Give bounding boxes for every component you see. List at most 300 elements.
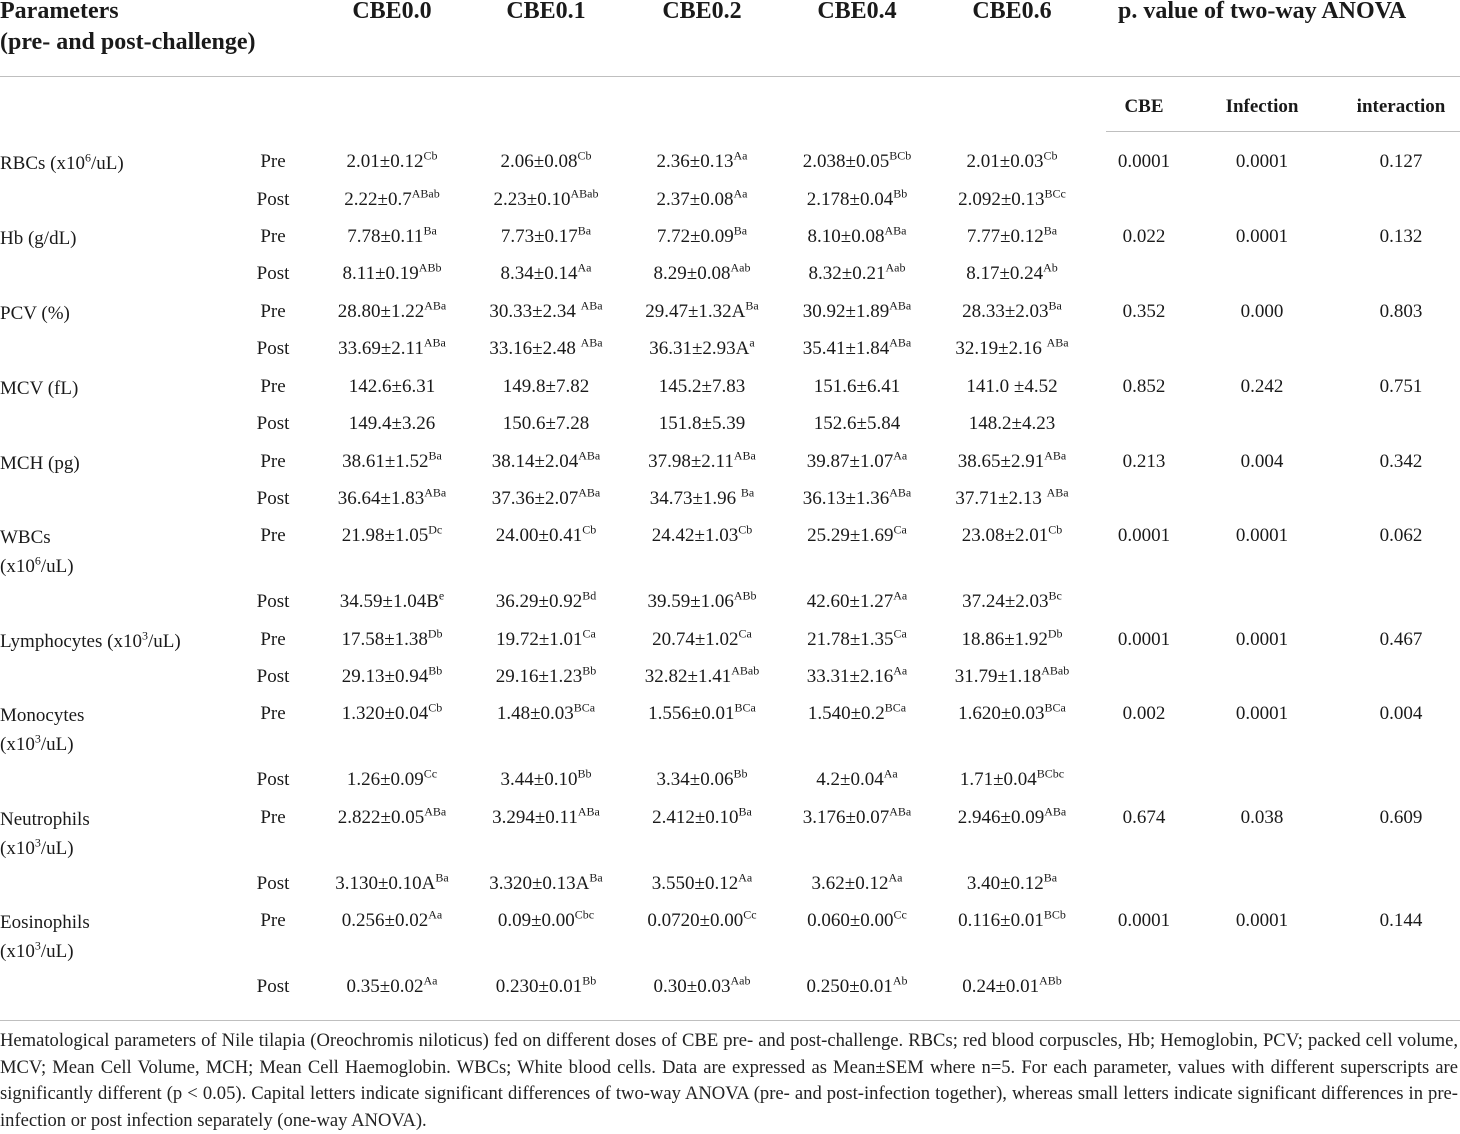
post-cell-CBE04 [803,486,911,512]
pre-cell-CBE01-superscript: BCa [573,700,596,715]
parameter-name-line1-text: RBCs (x10 [0,153,85,174]
pvalue-infection: 0.004 [1240,451,1284,472]
post-cell-CBE06-value: 3.40±0.12 [966,873,1044,894]
post-cell-CBE01 [489,871,603,897]
pre-cell-CBE01-superscript: Cb [582,522,597,537]
pvalue-cbe: 0.352 [1122,301,1166,322]
post-cell-CBE04-superscript: Aa [893,588,908,603]
parameter-name-line1-text: WBCs [0,527,51,548]
post-cell-CBE00-superscript: e [438,588,445,603]
post-cell-CBE04-value: 36.13±1.36 [802,488,890,509]
post-cell-CBE02 [654,974,751,1000]
post-cell-CBE01-superscript: Bb [582,973,597,988]
pre-cell-CBE00 [347,149,438,175]
post-cell-CBE01-value: 3.44±0.10 [500,769,578,790]
pvalue-infection: 0.0001 [1235,151,1289,172]
pre-cell-CBE04-value: 30.92±1.89 [802,301,890,322]
pre-cell-CBE04-superscript: Cc [893,907,907,922]
post-cell-CBE04-value: 42.60±1.27 [806,591,894,612]
pre-cell-CBE00-superscript: ABa [424,298,447,313]
pre-cell-CBE00-value: 142.6±6.31 [348,376,436,397]
post-cell-CBE06-superscript: Ba [1043,870,1058,885]
pvalue-infection: 0.038 [1240,807,1284,828]
pre-cell-CBE04-value: 1.540±0.2 [807,703,885,724]
pre-cell-CBE00-value: 2.822±0.05 [337,807,425,828]
post-cell-CBE04 [807,187,907,213]
group-header-cbe01: CBE0.1 [506,0,586,24]
pre-cell-CBE00-value: 21.98±1.05 [341,525,429,546]
pre-cell-CBE02-value: 24.42±1.03 [651,525,739,546]
pre-cell-CBE01 [501,149,592,175]
pre-cell-CBE00-superscript: Cb [423,148,438,163]
pre-cell-CBE00-superscript: Ba [428,448,442,463]
pre-cell-CBE02 [652,805,752,831]
pvalue-cbe: 0.0001 [1117,910,1171,931]
pre-cell-CBE04 [807,449,907,475]
parameter-name-line2-unit: /uL) [40,734,74,755]
parameter-name-line1-text: MCH (pg) [0,453,80,474]
post-cell-CBE06-superscript: BCc [1044,186,1066,201]
post-cell-CBE02-superscript: Aa [738,870,753,885]
parameter-name-wbcs [0,523,74,581]
pre-cell-CBE00 [349,374,435,400]
pre-cell-CBE06-superscript: Ba [1043,223,1058,238]
post-label: Post [256,413,290,434]
pre-cell-CBE02 [652,627,752,653]
pre-cell-CBE02-value: 7.72±0.09 [656,226,734,247]
post-cell-CBE01 [496,589,596,615]
post-cell-CBE04-superscript: ABa [889,335,912,350]
post-cell-CBE01-value: 3.320±0.13A [489,873,590,894]
parameter-name-line1 [0,523,74,552]
parameter-name-eosinophils [0,908,90,966]
post-cell-CBE04-superscript: Bb [893,186,908,201]
pre-cell-CBE01-value: 7.73±0.17 [500,226,578,247]
parameter-name-line1 [0,701,84,730]
post-cell-CBE04 [803,336,911,362]
post-cell-CBE02 [654,261,751,287]
post-cell-CBE02-value: 39.59±1.06 [647,591,734,612]
pre-cell-CBE01-value: 1.48±0.03 [496,703,574,724]
post-cell-CBE04 [806,974,907,1000]
post-cell-CBE02-superscript: Aa [733,186,748,201]
pre-label: Pre [260,910,286,931]
post-cell-CBE06-superscript: BCbc [1036,766,1065,781]
pre-cell-CBE06 [967,224,1057,250]
parameter-name-mch-pg [0,449,80,478]
pre-cell-CBE04-value: 3.176±0.07 [802,807,890,828]
pre-cell-CBE04-superscript: BCa [884,700,907,715]
parameter-name-rbcs-x10 [0,149,124,178]
post-cell-CBE04-value: 33.31±2.16 [806,666,894,687]
post-cell-CBE02-superscript: a [749,335,755,350]
post-cell-CBE00-superscript: ABa [424,485,447,500]
post-cell-CBE00-value: 1.26±0.09 [346,769,424,790]
pvalue-col-infection: Infection [1225,96,1299,117]
pre-cell-CBE04-superscript: Ca [893,626,907,641]
post-cell-CBE04 [807,589,907,615]
pre-cell-CBE06-superscript: BCa [1044,700,1066,715]
parameter-name-line1-text: Eosinophils [0,912,90,933]
post-cell-CBE02-value: 3.34±0.06 [656,769,734,790]
pvalue-interaction: 0.751 [1379,376,1423,397]
post-cell-CBE00-value: 34.59±1.04B [339,591,439,612]
post-cell-CBE00-value: 3.130±0.10A [335,873,436,894]
pre-cell-CBE01-superscript: ABa [577,804,600,819]
post-cell-CBE04-value: 3.62±0.12 [811,873,889,894]
pre-cell-CBE06-superscript: Cb [1048,522,1063,537]
pre-cell-CBE01 [492,805,600,831]
pre-cell-CBE00-value: 17.58±1.38 [341,629,428,650]
pre-cell-CBE00-value: 38.61±1.52 [342,451,429,472]
post-cell-CBE02-superscript: ABb [733,588,757,603]
post-cell-CBE06 [955,336,1068,362]
pre-cell-CBE06-value: 18.86±1.92 [961,629,1048,650]
parameter-name-pcv [0,299,70,328]
post-cell-CBE00-value: 0.35±0.02 [346,976,424,997]
pre-cell-CBE06 [961,627,1062,653]
post-cell-CBE04-superscript: Aa [888,870,903,885]
post-cell-CBE00-value: 2.22±0.7 [344,189,412,210]
pvalue-infection: 0.000 [1240,301,1284,322]
post-cell-CBE04-value: 8.32±0.21 [808,263,886,284]
pre-label: Pre [260,525,286,546]
pre-cell-CBE04-value: 25.29±1.69 [807,525,894,546]
pre-cell-CBE02-value: 20.74±1.02 [652,629,739,650]
pre-cell-CBE04-superscript: ABa [884,223,907,238]
pre-cell-CBE00-value: 1.320±0.04 [341,703,429,724]
pre-cell-CBE01 [503,374,589,400]
group-header-cbe04: CBE0.4 [817,0,897,24]
post-label: Post [256,263,290,284]
pre-cell-CBE01-superscript: Cbc [574,907,595,922]
pre-cell-CBE00 [342,908,442,934]
pvalue-interaction: 0.609 [1379,807,1423,828]
pre-cell-CBE04 [808,701,906,727]
parameter-name-line2-exponent: 3 [34,731,41,746]
post-label: Post [256,976,290,997]
post-cell-CBE04-value: 2.178±0.04 [806,189,894,210]
post-cell-CBE00-superscript: Ba [435,870,449,885]
post-label: Post [256,666,290,687]
post-cell-CBE06 [962,589,1062,615]
post-cell-CBE06-value: 148.2±4.23 [968,413,1056,434]
pre-cell-CBE02-superscript: Cb [738,522,753,537]
post-cell-CBE06-value: 31.79±1.18 [954,666,1042,687]
post-cell-CBE01-value: 2.23±0.10 [493,189,571,210]
post-cell-CBE04 [814,411,900,437]
pre-cell-CBE06-value: 2.946±0.09 [957,807,1045,828]
pre-cell-CBE04-value: 0.060±0.00 [807,910,894,931]
post-cell-CBE04 [816,767,897,793]
parameter-name-line1 [0,908,90,937]
pvalue-subheader-rule [1106,131,1460,132]
post-cell-CBE02 [650,486,755,512]
post-cell-CBE06 [955,486,1068,512]
post-cell-CBE04-superscript: Ab [892,973,908,988]
parameter-name-line1 [0,627,181,656]
pre-cell-CBE06 [962,523,1062,549]
pre-cell-CBE06-value: 38.65±2.91 [957,451,1045,472]
post-label: Post [256,189,290,210]
post-cell-CBE00-superscript: Bb [428,663,443,678]
group-header-cbe06: CBE0.6 [972,0,1052,24]
post-cell-CBE02-superscript: Bb [733,766,748,781]
post-cell-CBE04 [812,871,903,897]
post-cell-CBE06-superscript: ABa [1046,335,1069,350]
pre-cell-CBE02-value: 2.36±0.13 [656,151,734,172]
parameter-name-line1 [0,299,70,328]
post-cell-CBE06 [962,974,1062,1000]
post-cell-CBE00 [342,664,442,690]
post-cell-CBE06-value: 0.24±0.01 [962,976,1040,997]
post-cell-CBE02 [657,187,748,213]
pre-cell-CBE04-superscript: BCb [889,148,912,163]
pre-cell-CBE01-superscript: ABa [578,448,601,463]
pre-cell-CBE02-superscript: Cc [743,907,757,922]
pre-cell-CBE04 [803,299,911,325]
pre-cell-CBE01-value: 2.06±0.08 [500,151,578,172]
post-cell-CBE02 [659,411,745,437]
post-cell-CBE04 [807,664,907,690]
pvalue-cbe: 0.002 [1122,703,1166,724]
post-cell-CBE02-value: 36.31±2.93A [649,338,750,359]
pre-cell-CBE01-value: 38.14±2.04 [491,451,579,472]
pre-cell-CBE02-superscript: Ba [745,298,759,313]
pvalue-infection: 0.242 [1240,376,1284,397]
post-cell-CBE02-value: 34.73±1.96 [649,488,741,509]
pre-cell-CBE04 [807,627,907,653]
post-cell-CBE01 [496,974,596,1000]
parameter-name-line1-unit: /uL) [91,153,124,174]
post-cell-CBE00 [338,486,446,512]
post-cell-CBE06-value: 37.71±2.13 [955,488,1047,509]
pvalue-infection: 0.0001 [1235,629,1289,650]
pre-cell-CBE00 [342,523,442,549]
pre-cell-CBE04-superscript: ABa [889,298,912,313]
post-cell-CBE06 [967,871,1057,897]
post-cell-CBE01-value: 8.34±0.14 [500,263,578,284]
post-cell-CBE00 [349,411,435,437]
pvalue-infection: 0.0001 [1235,525,1289,546]
post-label: Post [256,338,290,359]
pre-cell-CBE04 [807,523,907,549]
post-cell-CBE06-value: 32.19±2.16 [955,338,1047,359]
pvalue-interaction: 0.342 [1379,451,1423,472]
post-cell-CBE01 [503,411,589,437]
pre-cell-CBE01-value: 3.294±0.11 [492,807,578,828]
pre-label: Pre [260,807,286,828]
pre-cell-CBE01-superscript: Ca [582,626,596,641]
post-cell-CBE04-superscript: Aab [885,260,906,275]
pre-cell-CBE01-value: 0.09±0.00 [497,910,575,931]
post-cell-CBE00 [344,187,439,213]
post-cell-CBE01-superscript: ABa [578,485,601,500]
post-cell-CBE02 [652,871,752,897]
post-cell-CBE00-superscript: ABab [411,186,440,201]
pre-cell-CBE06-value: 0.116±0.01 [958,910,1044,931]
post-cell-CBE01-superscript: Bd [582,588,597,603]
pre-cell-CBE06-value: 1.620±0.03 [958,703,1045,724]
post-cell-CBE02-value: 0.30±0.03 [653,976,731,997]
post-cell-CBE01 [501,261,592,287]
pre-cell-CBE04-value: 8.10±0.08 [807,226,885,247]
pre-label: Pre [260,451,286,472]
parameter-name-line2-exponent: 3 [34,835,41,850]
post-cell-CBE02 [645,664,759,690]
pre-cell-CBE04-superscript: Ca [893,522,907,537]
pre-cell-CBE02-superscript: Ca [738,626,752,641]
parameter-name-line2-text: (x10 [0,556,35,577]
pre-cell-CBE06 [967,149,1058,175]
pvalue-cbe: 0.0001 [1117,629,1171,650]
pre-cell-CBE01 [497,701,595,727]
post-cell-CBE06-superscript: Bc [1048,588,1062,603]
pre-cell-CBE02 [659,374,745,400]
pre-cell-CBE02 [645,299,759,325]
pre-cell-CBE06-value: 23.08±2.01 [961,525,1049,546]
parameter-name-line1-unit: /uL) [147,631,181,652]
parameters-header-line1: Parameters [0,0,119,24]
pre-cell-CBE02-superscript: Ba [738,804,752,819]
pvalue-interaction: 0.803 [1379,301,1423,322]
pre-cell-CBE00-superscript: ABa [424,804,447,819]
post-cell-CBE01-superscript: Bb [582,663,597,678]
pre-cell-CBE00 [338,805,446,831]
post-cell-CBE01-value: 150.6±7.28 [502,413,590,434]
post-cell-CBE01-superscript: ABa [580,335,603,350]
post-cell-CBE01-superscript: Aa [577,260,592,275]
pre-cell-CBE01-value: 24.00±0.41 [495,525,583,546]
parameter-name-line2-unit: /uL) [40,941,74,962]
pre-cell-CBE06-value: 2.01±0.03 [966,151,1044,172]
parameter-name-line1-text: Monocytes [0,705,85,726]
post-cell-CBE02-superscript: Aab [730,260,751,275]
pre-cell-CBE02 [648,449,756,475]
pre-cell-CBE04 [803,149,911,175]
pre-cell-CBE04-value: 39.87±1.07 [806,451,894,472]
parameter-name-line1 [0,149,124,178]
parameter-name-line1-text: MCV (fL) [0,378,79,399]
pre-cell-CBE01 [498,908,594,934]
post-cell-CBE02-value: 151.8±5.39 [658,413,746,434]
pre-cell-CBE06 [958,805,1066,831]
post-label: Post [256,591,290,612]
post-cell-CBE01 [492,486,600,512]
pre-cell-CBE00 [347,224,437,250]
pre-cell-CBE01-value: 30.33±2.34 [489,301,581,322]
pvalue-header: p. value of two-way ANOVA [1118,0,1407,24]
parameter-name-neutrophils [0,805,90,863]
post-cell-CBE02 [647,589,756,615]
pvalue-cbe: 0.0001 [1117,525,1171,546]
pre-label: Pre [260,703,286,724]
pvalue-cbe: 0.213 [1122,451,1166,472]
pre-cell-CBE06 [958,701,1066,727]
pre-cell-CBE00-superscript: Cb [428,700,443,715]
parameter-name-line2-text: (x10 [0,734,35,755]
post-cell-CBE00-value: 33.69±2.11 [338,338,424,359]
pre-cell-CBE06 [966,374,1057,400]
parameter-name-line1 [0,224,77,253]
pre-label: Pre [260,151,286,172]
pre-cell-CBE00 [341,627,442,653]
pvalue-cbe: 0.852 [1122,376,1166,397]
pvalue-cbe: 0.0001 [1117,151,1171,172]
pre-cell-CBE01-superscript: Cb [577,148,592,163]
table-caption: Hematological parameters of Nile tilapia (Oreochromis niloticus) fed on different doses of CBE pre- and post-challenge. RBCs; red blood corpuscles, Hb; Hemoglobin, PCV; packed cell volume, MCV; Mean Cell Volume, MCH; Mean Cell Haemoglobin. WBCs; White blood cells. Data are expressed as Mean±SEM where n=5. For each parameter, values with different superscripts are significantly different (p < 0.05). Capital letters indicate significant differences of two-way ANOVA (pre- and post-infection together), whereas small letters indicate significant differences in pre-infection or post infection separately (one-way ANOVA). [0,1030,1458,1131]
post-cell-CBE04 [809,261,906,287]
pre-cell-CBE02-superscript: BCa [734,700,756,715]
pre-cell-CBE02-value: 2.412±0.10 [652,807,739,828]
parameter-name-line2 [0,730,84,759]
post-cell-CBE01 [496,664,596,690]
pre-cell-CBE00-value: 7.78±0.11 [347,226,424,247]
pre-cell-CBE06 [962,299,1062,325]
post-cell-CBE02 [657,767,748,793]
post-cell-CBE02-superscript: Aab [730,973,751,988]
pre-cell-CBE00-superscript: Dc [428,522,443,537]
parameter-name-line2 [0,937,90,966]
pre-cell-CBE02-superscript: Aa [733,148,748,163]
post-cell-CBE06 [969,411,1055,437]
pre-cell-CBE00 [342,701,442,727]
post-cell-CBE06-value: 8.17±0.24 [966,263,1044,284]
pre-cell-CBE00 [342,449,442,475]
post-cell-CBE04-superscript: Aa [883,766,898,781]
post-cell-CBE01-value: 37.36±2.07 [491,488,579,509]
post-cell-CBE02-value: 32.82±1.41 [644,666,732,687]
parameter-name-line1-text: Lymphocytes (x10 [0,631,142,652]
pvalue-interaction: 0.132 [1379,226,1423,247]
pvalue-interaction: 0.467 [1379,629,1423,650]
pre-cell-CBE06 [958,908,1066,934]
pre-cell-CBE04-value: 2.038±0.05 [802,151,890,172]
post-label: Post [256,488,290,509]
pvalue-interaction: 0.062 [1379,525,1423,546]
parameter-name-line1-text: Neutrophils [0,809,90,830]
pvalue-interaction: 0.004 [1379,703,1423,724]
pre-cell-CBE02-value: 37.98±2.11 [648,451,734,472]
post-cell-CBE06-value: 37.24±2.03 [962,591,1049,612]
pre-cell-CBE00-superscript: Db [427,626,443,641]
pvalue-interaction: 0.127 [1379,151,1423,172]
pre-cell-CBE04-superscript: ABa [889,804,912,819]
post-cell-CBE06-value: 2.092±0.13 [958,189,1045,210]
pre-cell-CBE01-value: 19.72±1.01 [496,629,583,650]
parameter-name-line2-text: (x10 [0,838,35,859]
parameters-header [0,0,256,58]
pre-cell-CBE01 [496,627,596,653]
pre-cell-CBE00-value: 28.80±1.22 [337,301,425,322]
post-cell-CBE06 [958,187,1066,213]
post-cell-CBE01-superscript: Bb [577,766,592,781]
pre-cell-CBE02 [648,701,756,727]
post-cell-CBE02-value: 8.29±0.08 [653,263,731,284]
post-cell-CBE04-value: 0.250±0.01 [806,976,893,997]
post-cell-CBE04-value: 35.41±1.84 [802,338,890,359]
pre-cell-CBE01 [501,224,591,250]
pre-cell-CBE04-superscript: Aa [893,448,908,463]
pre-cell-CBE02 [657,224,747,250]
post-cell-CBE04-superscript: Aa [893,663,908,678]
pre-cell-CBE01-superscript: Ba [577,223,592,238]
pre-cell-CBE02 [657,149,748,175]
parameter-name-line1-exponent: 6 [85,150,91,165]
post-cell-CBE04-superscript: ABa [889,485,912,500]
pvalue-infection: 0.0001 [1235,703,1289,724]
post-cell-CBE00-superscript: ABb [418,260,442,275]
